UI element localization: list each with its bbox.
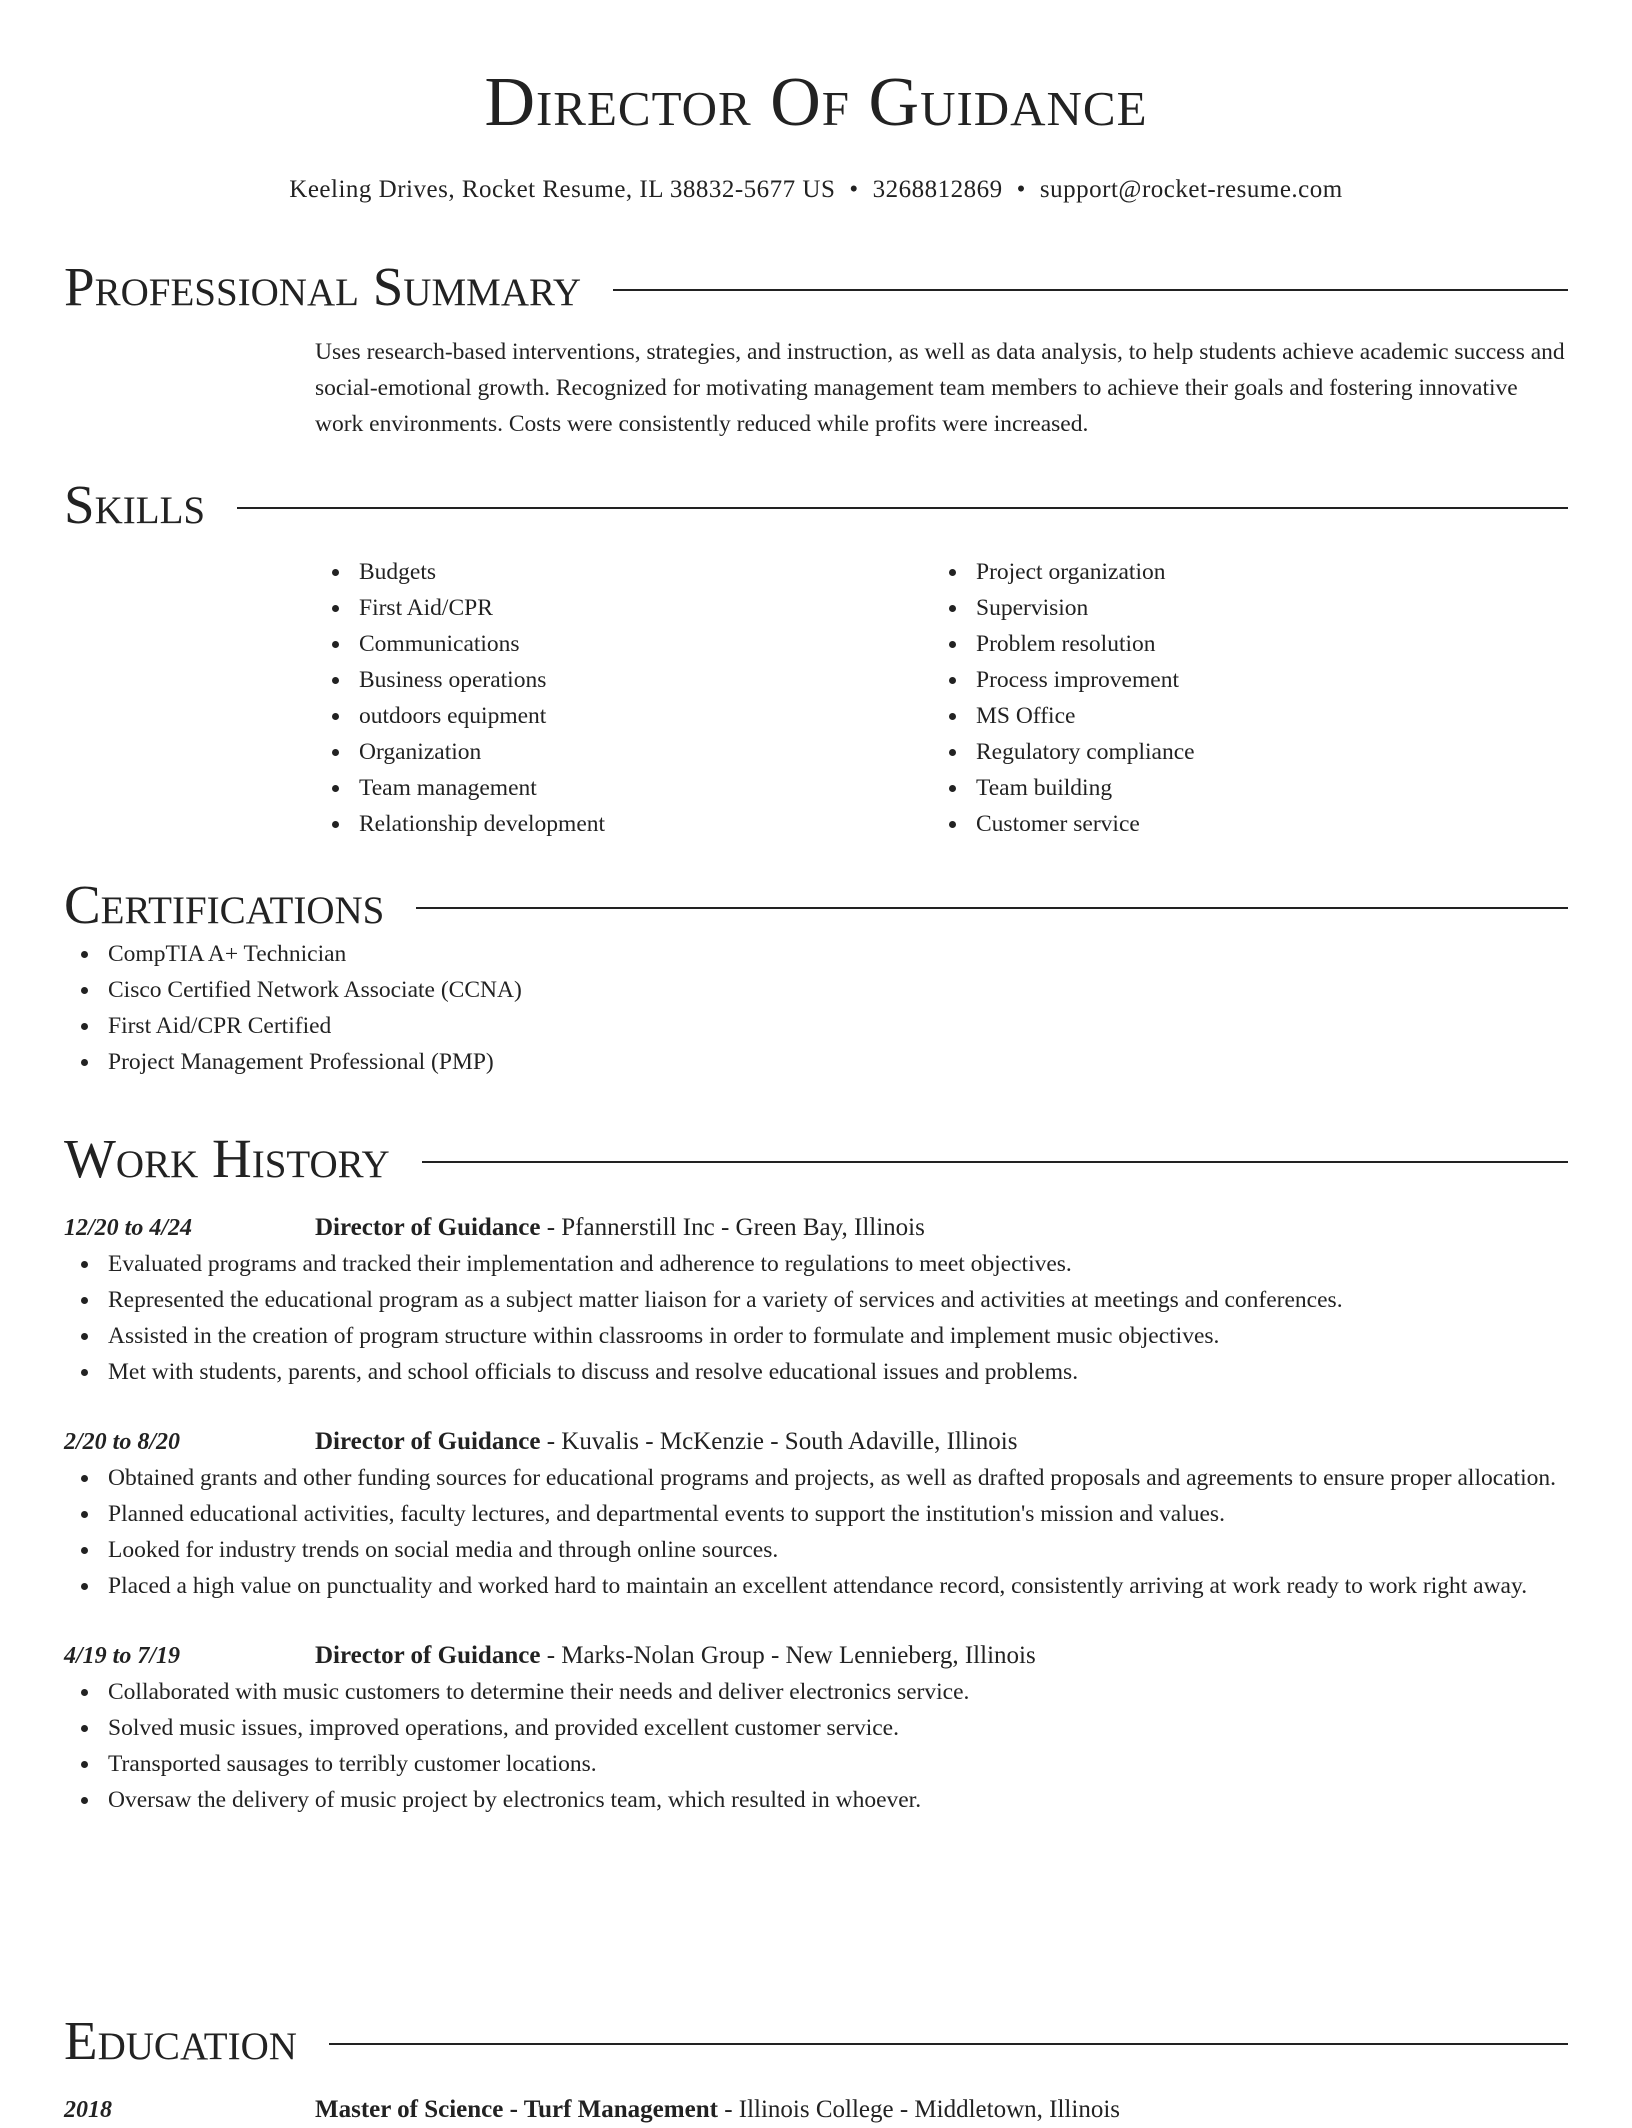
job-bullet: Met with students, parents, and school officials to discuss and resolve educational issues and problems. (64, 1354, 1568, 1390)
job-entry (64, 1210, 1568, 1390)
education-degree: Master of Science - Turf Management (315, 2096, 718, 2123)
job-role: Director of Guidance (315, 1214, 541, 1241)
education-school: - Illinois College - Middletown, Illinois (717, 2096, 1120, 2123)
skill-item: Process improvement (932, 662, 1549, 698)
skill-item: Relationship development (315, 806, 932, 842)
summary-title: Professional Summary (64, 256, 582, 317)
skills-section (64, 474, 1568, 842)
section-divider (422, 1161, 1568, 1163)
job-bullet: Solved music issues, improved operations, and provided excellent customer service. (64, 1710, 1568, 1746)
job-bullets (64, 1460, 1568, 1604)
separator-dot: • (849, 176, 859, 203)
job-bullet: Oversaw the delivery of music project by electronics team, which resulted in whoever. (64, 1782, 1568, 1818)
certifications-title: Certifications (64, 874, 385, 935)
skill-item: Regulatory compliance (932, 734, 1549, 770)
certification-item: Project Management Professional (PMP) (64, 1044, 1568, 1080)
skills-column-right (932, 554, 1549, 842)
job-bullet: Assisted in the creation of program structure within classrooms in order to formulate and implement music objectives. (64, 1318, 1568, 1354)
certification-item: CompTIA A+ Technician (64, 936, 1568, 972)
certification-item: First Aid/CPR Certified (64, 1008, 1568, 1044)
skill-item: Supervision (932, 590, 1549, 626)
section-divider (329, 2043, 1568, 2045)
job-bullets (64, 1674, 1568, 1818)
job-entry (64, 1424, 1568, 1604)
job-dates: 2/20 to 8/20 (64, 1429, 181, 1455)
section-heading (64, 874, 1568, 936)
job-bullet: Transported sausages to terribly customer locations. (64, 1746, 1568, 1782)
section-divider (416, 907, 1568, 909)
job-bullet: Placed a high value on punctuality and worked hard to maintain an excellent attendance record, consistently arriving at work ready to work right away. (64, 1568, 1568, 1604)
job-dates: 12/20 to 4/24 (64, 1215, 193, 1241)
section-heading (64, 1128, 1568, 1190)
separator-dot: • (1016, 176, 1026, 203)
job-employer: - Kuvalis - McKenzie - South Adaville, Illinois (540, 1428, 1018, 1455)
job-title-line (315, 1638, 1568, 1674)
job-bullet: Planned educational activities, faculty lectures, and departmental events to support the institution's mission and values. (64, 1496, 1568, 1532)
section-divider (237, 507, 1568, 509)
summary-section (64, 256, 1568, 442)
education-title: Education (64, 2010, 297, 2071)
job-bullets (64, 1246, 1568, 1390)
skill-item: Organization (315, 734, 932, 770)
skill-item: MS Office (932, 698, 1549, 734)
contact-phone: 3268812869 (872, 176, 1003, 203)
section-divider (613, 289, 1568, 291)
certifications-section (64, 874, 1568, 1080)
job-role: Director of Guidance (315, 1642, 541, 1669)
skill-item: Communications (315, 626, 932, 662)
skills-column-left (315, 554, 932, 842)
education-line (315, 2092, 1568, 2128)
section-heading (64, 256, 1568, 318)
skills-grid (315, 554, 1568, 842)
job-bullet: Evaluated programs and tracked their implementation and adherence to regulations to meet objectives. (64, 1246, 1568, 1282)
skill-item: Team building (932, 770, 1549, 806)
education-dates: 2018 (64, 2097, 112, 2123)
skill-item: Problem resolution (932, 626, 1549, 662)
contact-address: Keeling Drives, Rocket Resume, IL 38832-5677 US (289, 176, 836, 203)
education-section (64, 2010, 1568, 2128)
skill-item: First Aid/CPR (315, 590, 932, 626)
job-bullet: Looked for industry trends on social media and through online sources. (64, 1532, 1568, 1568)
job-role: Director of Guidance (315, 1428, 541, 1455)
section-heading (64, 474, 1568, 536)
job-employer: - Marks-Nolan Group - New Lennieberg, Illinois (540, 1642, 1036, 1669)
skill-item: Budgets (315, 554, 932, 590)
job-title-line (315, 1424, 1568, 1460)
job-dates: 4/19 to 7/19 (64, 1643, 181, 1669)
summary-text: Uses research-based interventions, strategies, and instruction, as well as data analysis, to help students achieve academic success and social-emotional growth. Recognized for motivating management team members to achieve their goals and fostering innovative work environments. Costs were consistently reduced while profits were increased. (315, 339, 1565, 437)
certifications-list (64, 936, 1568, 1080)
work-history-title: Work History (64, 1128, 390, 1189)
work-history-section (64, 1128, 1568, 1818)
skill-item: outdoors equipment (315, 698, 932, 734)
certification-item: Cisco Certified Network Associate (CCNA) (64, 972, 1568, 1008)
skill-item: Customer service (932, 806, 1549, 842)
job-bullet: Represented the educational program as a subject matter liaison for a variety of services and activities at meetings and conferences. (64, 1282, 1568, 1318)
job-entry (64, 1638, 1568, 1818)
job-bullet: Obtained grants and other funding sources for educational programs and projects, as well as drafted proposals and agreements to ensure proper allocation. (64, 1460, 1568, 1496)
skills-title: Skills (64, 474, 206, 535)
skill-item: Project organization (932, 554, 1549, 590)
contact-line (0, 172, 1632, 208)
candidate-name: Director Of Guidance (484, 64, 1148, 141)
skill-item: Business operations (315, 662, 932, 698)
job-title-line (315, 1210, 1568, 1246)
job-bullet: Collaborated with music customers to determine their needs and deliver electronics service. (64, 1674, 1568, 1710)
contact-email: support@rocket-resume.com (1039, 176, 1343, 203)
job-employer: - Pfannerstill Inc - Green Bay, Illinois (540, 1214, 925, 1241)
education-entry (64, 2092, 1568, 2128)
skill-item: Team management (315, 770, 932, 806)
section-heading (64, 2010, 1568, 2072)
